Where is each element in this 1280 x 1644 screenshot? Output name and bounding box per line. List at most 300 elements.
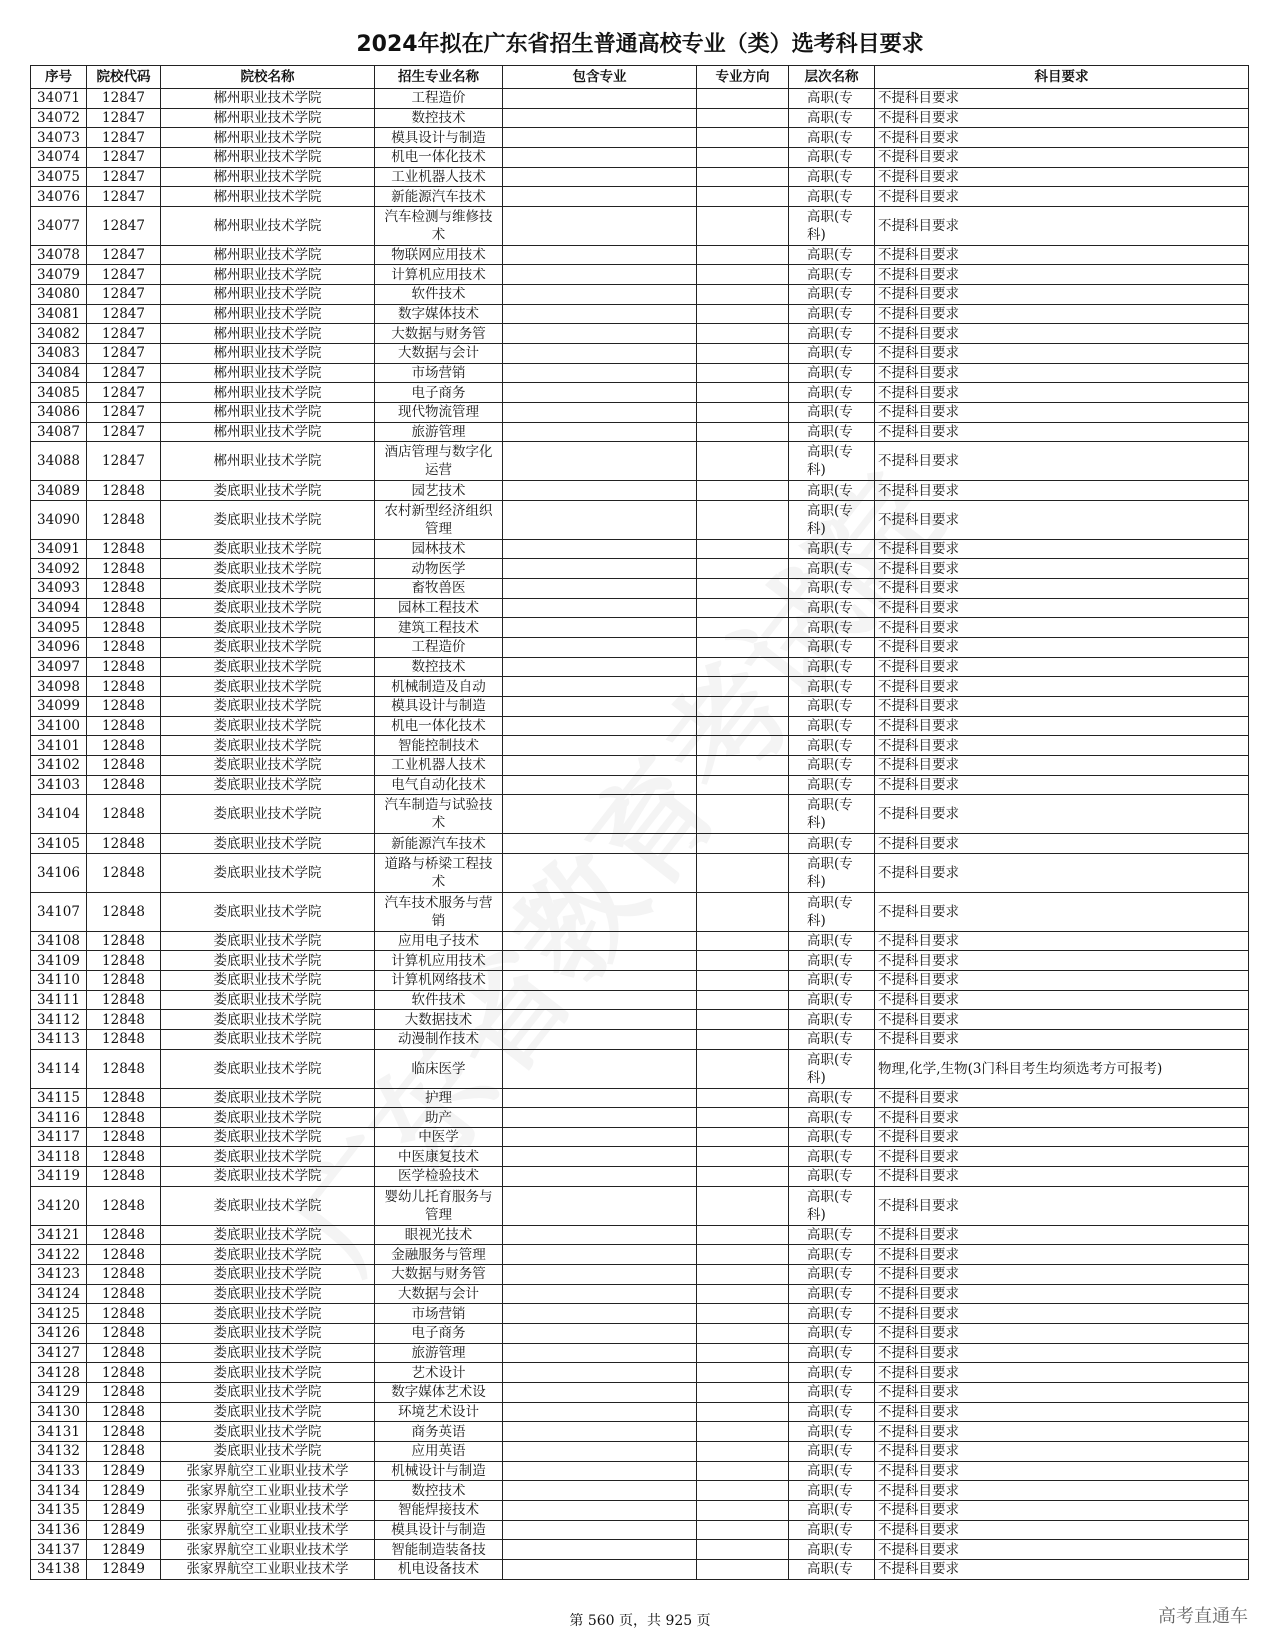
cell-requirement: 不提科目要求 bbox=[875, 990, 1249, 1010]
cell-major-name: 园林技术 bbox=[375, 539, 503, 559]
cell-level: 高职(专 bbox=[789, 147, 875, 167]
cell-direction bbox=[697, 853, 789, 892]
cell-school-code: 12847 bbox=[87, 108, 161, 128]
cell-school-code: 12848 bbox=[87, 1265, 161, 1285]
cell-level: 高职(专 bbox=[789, 1265, 875, 1285]
cell-direction bbox=[697, 363, 789, 383]
cell-seq: 34083 bbox=[31, 344, 87, 364]
cell-school-name: 娄底职业技术学院 bbox=[161, 677, 375, 697]
cell-included-majors bbox=[503, 304, 697, 324]
cell-school-name: 娄底职业技术学院 bbox=[161, 1088, 375, 1108]
cell-level: 高职(专 bbox=[789, 324, 875, 344]
cell-major-name: 智能控制技术 bbox=[375, 736, 503, 756]
cell-level: 高职(专 bbox=[789, 304, 875, 324]
header-school-name: 院校名称 bbox=[161, 66, 375, 89]
cell-school-code: 12849 bbox=[87, 1559, 161, 1579]
cell-level: 高职(专科) bbox=[789, 1186, 875, 1225]
cell-school-code: 12849 bbox=[87, 1540, 161, 1560]
cell-included-majors bbox=[503, 598, 697, 618]
table-row bbox=[31, 1363, 1249, 1383]
cell-seq: 34114 bbox=[31, 1049, 87, 1088]
cell-requirement: 不提科目要求 bbox=[875, 736, 1249, 756]
cell-direction bbox=[697, 951, 789, 971]
cell-school-name: 娄底职业技术学院 bbox=[161, 1265, 375, 1285]
table-row bbox=[31, 1500, 1249, 1520]
cell-requirement: 不提科目要求 bbox=[875, 147, 1249, 167]
cell-included-majors bbox=[503, 1461, 697, 1481]
cell-level: 高职(专 bbox=[789, 1010, 875, 1030]
cell-requirement: 不提科目要求 bbox=[875, 1520, 1249, 1540]
cell-direction bbox=[697, 442, 789, 481]
cell-direction bbox=[697, 206, 789, 245]
cell-seq: 34103 bbox=[31, 775, 87, 795]
cell-seq: 34097 bbox=[31, 657, 87, 677]
cell-level: 高职(专 bbox=[789, 187, 875, 207]
cell-requirement: 不提科目要求 bbox=[875, 1186, 1249, 1225]
table-row bbox=[31, 344, 1249, 364]
cell-seq: 34107 bbox=[31, 892, 87, 931]
cell-level: 高职(专 bbox=[789, 1167, 875, 1187]
cell-included-majors bbox=[503, 697, 697, 717]
cell-school-name: 娄底职业技术学院 bbox=[161, 971, 375, 991]
cell-seq: 34113 bbox=[31, 1029, 87, 1049]
cell-included-majors bbox=[503, 775, 697, 795]
cell-included-majors bbox=[503, 834, 697, 854]
cell-included-majors bbox=[503, 187, 697, 207]
cell-school-name: 娄底职业技术学院 bbox=[161, 951, 375, 971]
cell-direction bbox=[697, 1481, 789, 1501]
cell-school-name: 娄底职业技术学院 bbox=[161, 500, 375, 539]
cell-seq: 34093 bbox=[31, 579, 87, 599]
cell-major-name: 酒店管理与数字化运营 bbox=[375, 442, 503, 481]
table-row bbox=[31, 1481, 1249, 1501]
table-row bbox=[31, 1441, 1249, 1461]
cell-school-name: 娄底职业技术学院 bbox=[161, 638, 375, 658]
table-row bbox=[31, 1540, 1249, 1560]
brand-watermark: 高考直通车 bbox=[1158, 1606, 1248, 1627]
cell-level: 高职(专 bbox=[789, 931, 875, 951]
cell-school-name: 娄底职业技术学院 bbox=[161, 1284, 375, 1304]
cell-school-name: 娄底职业技术学院 bbox=[161, 795, 375, 834]
cell-school-name: 娄底职业技术学院 bbox=[161, 618, 375, 638]
cell-requirement: 不提科目要求 bbox=[875, 598, 1249, 618]
cell-major-name: 机电一体化技术 bbox=[375, 716, 503, 736]
cell-school-code: 12848 bbox=[87, 1049, 161, 1088]
cell-school-code: 12847 bbox=[87, 245, 161, 265]
cell-school-name: 郴州职业技术学院 bbox=[161, 128, 375, 148]
cell-school-code: 12847 bbox=[87, 89, 161, 109]
cell-school-name: 娄底职业技术学院 bbox=[161, 1304, 375, 1324]
cell-school-name: 娄底职业技术学院 bbox=[161, 1049, 375, 1088]
cell-requirement: 不提科目要求 bbox=[875, 951, 1249, 971]
cell-major-name: 计算机应用技术 bbox=[375, 265, 503, 285]
cell-seq: 34078 bbox=[31, 245, 87, 265]
cell-school-code: 12848 bbox=[87, 775, 161, 795]
cell-requirement: 不提科目要求 bbox=[875, 1225, 1249, 1245]
cell-requirement: 不提科目要求 bbox=[875, 422, 1249, 442]
cell-school-code: 12847 bbox=[87, 403, 161, 423]
cell-included-majors bbox=[503, 618, 697, 638]
cell-included-majors bbox=[503, 1343, 697, 1363]
cell-school-code: 12847 bbox=[87, 344, 161, 364]
cell-school-code: 12848 bbox=[87, 736, 161, 756]
page-footer: 第 560 页，共 925 页 bbox=[569, 1613, 711, 1629]
cell-requirement: 不提科目要求 bbox=[875, 245, 1249, 265]
cell-included-majors bbox=[503, 971, 697, 991]
table-row bbox=[31, 285, 1249, 305]
cell-school-code: 12847 bbox=[87, 422, 161, 442]
cell-school-name: 郴州职业技术学院 bbox=[161, 108, 375, 128]
cell-school-code: 12848 bbox=[87, 1402, 161, 1422]
cell-seq: 34111 bbox=[31, 990, 87, 1010]
table-row bbox=[31, 442, 1249, 481]
cell-direction bbox=[697, 990, 789, 1010]
cell-major-name: 市场营销 bbox=[375, 1304, 503, 1324]
cell-direction bbox=[697, 1147, 789, 1167]
table-row bbox=[31, 1304, 1249, 1324]
cell-major-name: 护理 bbox=[375, 1088, 503, 1108]
cell-seq: 34134 bbox=[31, 1481, 87, 1501]
cell-seq: 34073 bbox=[31, 128, 87, 148]
table-row bbox=[31, 481, 1249, 501]
cell-major-name: 软件技术 bbox=[375, 990, 503, 1010]
cell-level: 高职(专科) bbox=[789, 442, 875, 481]
cell-direction bbox=[697, 1265, 789, 1285]
cell-included-majors bbox=[503, 1245, 697, 1265]
cell-major-name: 市场营销 bbox=[375, 363, 503, 383]
cell-level: 高职(专 bbox=[789, 1422, 875, 1442]
cell-school-name: 娄底职业技术学院 bbox=[161, 756, 375, 776]
cell-included-majors bbox=[503, 1520, 697, 1540]
cell-seq: 34122 bbox=[31, 1245, 87, 1265]
cell-included-majors bbox=[503, 1304, 697, 1324]
cell-direction bbox=[697, 89, 789, 109]
cell-level: 高职(专科) bbox=[789, 853, 875, 892]
cell-direction bbox=[697, 931, 789, 951]
cell-direction bbox=[697, 559, 789, 579]
cell-requirement: 不提科目要求 bbox=[875, 206, 1249, 245]
cell-school-name: 娄底职业技术学院 bbox=[161, 559, 375, 579]
table-row bbox=[31, 1088, 1249, 1108]
cell-included-majors bbox=[503, 892, 697, 931]
cell-requirement: 不提科目要求 bbox=[875, 657, 1249, 677]
cell-direction bbox=[697, 598, 789, 618]
cell-direction bbox=[697, 344, 789, 364]
cell-major-name: 婴幼儿托育服务与管理 bbox=[375, 1186, 503, 1225]
cell-school-code: 12848 bbox=[87, 657, 161, 677]
cell-included-majors bbox=[503, 1441, 697, 1461]
cell-major-name: 旅游管理 bbox=[375, 422, 503, 442]
cell-direction bbox=[697, 1441, 789, 1461]
cell-level: 高职(专 bbox=[789, 128, 875, 148]
cell-included-majors bbox=[503, 1481, 697, 1501]
cell-level: 高职(专 bbox=[789, 736, 875, 756]
cell-level: 高职(专 bbox=[789, 363, 875, 383]
cell-level: 高职(专 bbox=[789, 1520, 875, 1540]
cell-level: 高职(专 bbox=[789, 657, 875, 677]
cell-requirement: 不提科目要求 bbox=[875, 108, 1249, 128]
cell-requirement: 不提科目要求 bbox=[875, 697, 1249, 717]
cell-level: 高职(专科) bbox=[789, 500, 875, 539]
cell-school-code: 12848 bbox=[87, 1088, 161, 1108]
cell-seq: 34096 bbox=[31, 638, 87, 658]
cell-direction bbox=[697, 1186, 789, 1225]
cell-direction bbox=[697, 128, 789, 148]
cell-school-code: 12848 bbox=[87, 1382, 161, 1402]
cell-included-majors bbox=[503, 795, 697, 834]
table-row bbox=[31, 128, 1249, 148]
cell-school-code: 12848 bbox=[87, 481, 161, 501]
cell-direction bbox=[697, 1088, 789, 1108]
cell-major-name: 大数据与会计 bbox=[375, 1284, 503, 1304]
cell-school-name: 郴州职业技术学院 bbox=[161, 304, 375, 324]
cell-level: 高职(专 bbox=[789, 1088, 875, 1108]
cell-requirement: 不提科目要求 bbox=[875, 1540, 1249, 1560]
table-row bbox=[31, 422, 1249, 442]
cell-included-majors bbox=[503, 167, 697, 187]
cell-included-majors bbox=[503, 1049, 697, 1088]
cell-requirement: 不提科目要求 bbox=[875, 892, 1249, 931]
cell-direction bbox=[697, 1225, 789, 1245]
cell-requirement: 不提科目要求 bbox=[875, 285, 1249, 305]
cell-school-name: 娄底职业技术学院 bbox=[161, 481, 375, 501]
cell-level: 高职(专 bbox=[789, 1127, 875, 1147]
table-row bbox=[31, 206, 1249, 245]
cell-level: 高职(专 bbox=[789, 598, 875, 618]
cell-seq: 34106 bbox=[31, 853, 87, 892]
cell-requirement: 不提科目要求 bbox=[875, 1029, 1249, 1049]
cell-direction bbox=[697, 1245, 789, 1265]
table-row bbox=[31, 1323, 1249, 1343]
table-row bbox=[31, 1265, 1249, 1285]
header-included-majors: 包含专业 bbox=[503, 66, 697, 89]
cell-included-majors bbox=[503, 1127, 697, 1147]
cell-level: 高职(专 bbox=[789, 539, 875, 559]
cell-direction bbox=[697, 1127, 789, 1147]
cell-requirement: 不提科目要求 bbox=[875, 1402, 1249, 1422]
cell-seq: 34127 bbox=[31, 1343, 87, 1363]
cell-seq: 34087 bbox=[31, 422, 87, 442]
cell-included-majors bbox=[503, 422, 697, 442]
cell-seq: 34138 bbox=[31, 1559, 87, 1579]
cell-direction bbox=[697, 677, 789, 697]
cell-major-name: 电子商务 bbox=[375, 383, 503, 403]
cell-direction bbox=[697, 1382, 789, 1402]
cell-major-name: 现代物流管理 bbox=[375, 403, 503, 423]
cell-requirement: 不提科目要求 bbox=[875, 1382, 1249, 1402]
cell-school-code: 12847 bbox=[87, 265, 161, 285]
cell-school-name: 郴州职业技术学院 bbox=[161, 245, 375, 265]
cell-direction bbox=[697, 1363, 789, 1383]
cell-included-majors bbox=[503, 756, 697, 776]
cell-included-majors bbox=[503, 500, 697, 539]
cell-seq: 34137 bbox=[31, 1540, 87, 1560]
cell-school-name: 张家界航空工业职业技术学 bbox=[161, 1520, 375, 1540]
cell-seq: 34099 bbox=[31, 697, 87, 717]
cell-requirement: 不提科目要求 bbox=[875, 931, 1249, 951]
cell-seq: 34104 bbox=[31, 795, 87, 834]
cell-direction bbox=[697, 383, 789, 403]
table-row bbox=[31, 598, 1249, 618]
cell-school-name: 娄底职业技术学院 bbox=[161, 1147, 375, 1167]
cell-included-majors bbox=[503, 990, 697, 1010]
table-row bbox=[31, 892, 1249, 931]
cell-major-name: 应用英语 bbox=[375, 1441, 503, 1461]
cell-school-code: 12847 bbox=[87, 324, 161, 344]
table-row bbox=[31, 951, 1249, 971]
cell-major-name: 动物医学 bbox=[375, 559, 503, 579]
cell-direction bbox=[697, 481, 789, 501]
cell-school-code: 12848 bbox=[87, 539, 161, 559]
cell-major-name: 电子商务 bbox=[375, 1323, 503, 1343]
cell-level: 高职(专 bbox=[789, 383, 875, 403]
cell-school-name: 娄底职业技术学院 bbox=[161, 1245, 375, 1265]
cell-direction bbox=[697, 1520, 789, 1540]
cell-school-code: 12848 bbox=[87, 1127, 161, 1147]
cell-level: 高职(专 bbox=[789, 403, 875, 423]
cell-level: 高职(专 bbox=[789, 265, 875, 285]
cell-requirement: 不提科目要求 bbox=[875, 1265, 1249, 1285]
cell-seq: 34101 bbox=[31, 736, 87, 756]
cell-included-majors bbox=[503, 1323, 697, 1343]
cell-included-majors bbox=[503, 1167, 697, 1187]
cell-seq: 34121 bbox=[31, 1225, 87, 1245]
cell-requirement: 不提科目要求 bbox=[875, 1127, 1249, 1147]
cell-school-code: 12847 bbox=[87, 147, 161, 167]
cell-requirement: 不提科目要求 bbox=[875, 324, 1249, 344]
table-row bbox=[31, 1127, 1249, 1147]
cell-major-name: 计算机网络技术 bbox=[375, 971, 503, 991]
cell-school-code: 12847 bbox=[87, 304, 161, 324]
cell-major-name: 商务英语 bbox=[375, 1422, 503, 1442]
table-row bbox=[31, 1245, 1249, 1265]
cell-level: 高职(专 bbox=[789, 1029, 875, 1049]
cell-direction bbox=[697, 1402, 789, 1422]
cell-included-majors bbox=[503, 481, 697, 501]
cell-direction bbox=[697, 657, 789, 677]
cell-school-code: 12848 bbox=[87, 618, 161, 638]
table-row bbox=[31, 1010, 1249, 1030]
cell-major-name: 建筑工程技术 bbox=[375, 618, 503, 638]
table-row bbox=[31, 1167, 1249, 1187]
cell-seq: 34079 bbox=[31, 265, 87, 285]
cell-school-name: 娄底职业技术学院 bbox=[161, 1323, 375, 1343]
cell-major-name: 中医康复技术 bbox=[375, 1147, 503, 1167]
cell-school-name: 郴州职业技术学院 bbox=[161, 285, 375, 305]
cell-major-name: 物联网应用技术 bbox=[375, 245, 503, 265]
cell-seq: 34117 bbox=[31, 1127, 87, 1147]
cell-school-name: 娄底职业技术学院 bbox=[161, 579, 375, 599]
cell-direction bbox=[697, 579, 789, 599]
cell-school-code: 12848 bbox=[87, 1245, 161, 1265]
cell-major-name: 动漫制作技术 bbox=[375, 1029, 503, 1049]
cell-seq: 34072 bbox=[31, 108, 87, 128]
table-row bbox=[31, 931, 1249, 951]
cell-requirement: 不提科目要求 bbox=[875, 1343, 1249, 1363]
subject-requirements-table bbox=[30, 65, 1249, 1580]
cell-school-code: 12848 bbox=[87, 697, 161, 717]
cell-major-name: 园艺技术 bbox=[375, 481, 503, 501]
cell-seq: 34120 bbox=[31, 1186, 87, 1225]
cell-seq: 34076 bbox=[31, 187, 87, 207]
cell-level: 高职(专 bbox=[789, 1461, 875, 1481]
cell-direction bbox=[697, 1422, 789, 1442]
cell-seq: 34124 bbox=[31, 1284, 87, 1304]
cell-school-code: 12847 bbox=[87, 383, 161, 403]
cell-major-name: 智能制造装备技 bbox=[375, 1540, 503, 1560]
cell-level: 高职(专 bbox=[789, 167, 875, 187]
cell-school-name: 娄底职业技术学院 bbox=[161, 1343, 375, 1363]
cell-major-name: 计算机应用技术 bbox=[375, 951, 503, 971]
cell-school-name: 娄底职业技术学院 bbox=[161, 834, 375, 854]
header-seq: 序号 bbox=[31, 66, 87, 89]
cell-seq: 34105 bbox=[31, 834, 87, 854]
cell-major-name: 道路与桥梁工程技术 bbox=[375, 853, 503, 892]
header-school-code: 院校代码 bbox=[87, 66, 161, 89]
table-row bbox=[31, 1422, 1249, 1442]
cell-major-name: 大数据技术 bbox=[375, 1010, 503, 1030]
cell-major-name: 汽车检测与维修技术 bbox=[375, 206, 503, 245]
cell-level: 高职(专科) bbox=[789, 206, 875, 245]
cell-level: 高职(专 bbox=[789, 1481, 875, 1501]
table-row bbox=[31, 1225, 1249, 1245]
cell-level: 高职(专 bbox=[789, 89, 875, 109]
cell-included-majors bbox=[503, 285, 697, 305]
table-row bbox=[31, 187, 1249, 207]
cell-direction bbox=[697, 1461, 789, 1481]
cell-school-code: 12848 bbox=[87, 1304, 161, 1324]
cell-included-majors bbox=[503, 442, 697, 481]
cell-school-name: 娄底职业技术学院 bbox=[161, 931, 375, 951]
cell-level: 高职(专科) bbox=[789, 795, 875, 834]
cell-requirement: 不提科目要求 bbox=[875, 1088, 1249, 1108]
cell-major-name: 艺术设计 bbox=[375, 1363, 503, 1383]
cell-direction bbox=[697, 1559, 789, 1579]
table-row bbox=[31, 363, 1249, 383]
cell-direction bbox=[697, 775, 789, 795]
cell-level: 高职(专科) bbox=[789, 892, 875, 931]
cell-direction bbox=[697, 1540, 789, 1560]
table-row bbox=[31, 167, 1249, 187]
cell-school-name: 娄底职业技术学院 bbox=[161, 736, 375, 756]
cell-included-majors bbox=[503, 147, 697, 167]
table-row bbox=[31, 579, 1249, 599]
cell-school-name: 娄底职业技术学院 bbox=[161, 1441, 375, 1461]
cell-level: 高职(专 bbox=[789, 716, 875, 736]
cell-major-name: 新能源汽车技术 bbox=[375, 834, 503, 854]
cell-school-name: 娄底职业技术学院 bbox=[161, 775, 375, 795]
cell-seq: 34136 bbox=[31, 1520, 87, 1540]
cell-school-code: 12847 bbox=[87, 167, 161, 187]
cell-school-code: 12849 bbox=[87, 1520, 161, 1540]
cell-direction bbox=[697, 285, 789, 305]
table-row bbox=[31, 147, 1249, 167]
cell-included-majors bbox=[503, 403, 697, 423]
cell-direction bbox=[697, 1108, 789, 1128]
cell-requirement: 不提科目要求 bbox=[875, 403, 1249, 423]
cell-level: 高职(专 bbox=[789, 422, 875, 442]
cell-direction bbox=[697, 756, 789, 776]
cell-seq: 34086 bbox=[31, 403, 87, 423]
cell-school-name: 张家界航空工业职业技术学 bbox=[161, 1559, 375, 1579]
cell-level: 高职(专 bbox=[789, 559, 875, 579]
cell-major-name: 汽车技术服务与营销 bbox=[375, 892, 503, 931]
cell-school-name: 娄底职业技术学院 bbox=[161, 1127, 375, 1147]
cell-seq: 34102 bbox=[31, 756, 87, 776]
cell-included-majors bbox=[503, 89, 697, 109]
cell-school-code: 12848 bbox=[87, 1422, 161, 1442]
cell-included-majors bbox=[503, 383, 697, 403]
